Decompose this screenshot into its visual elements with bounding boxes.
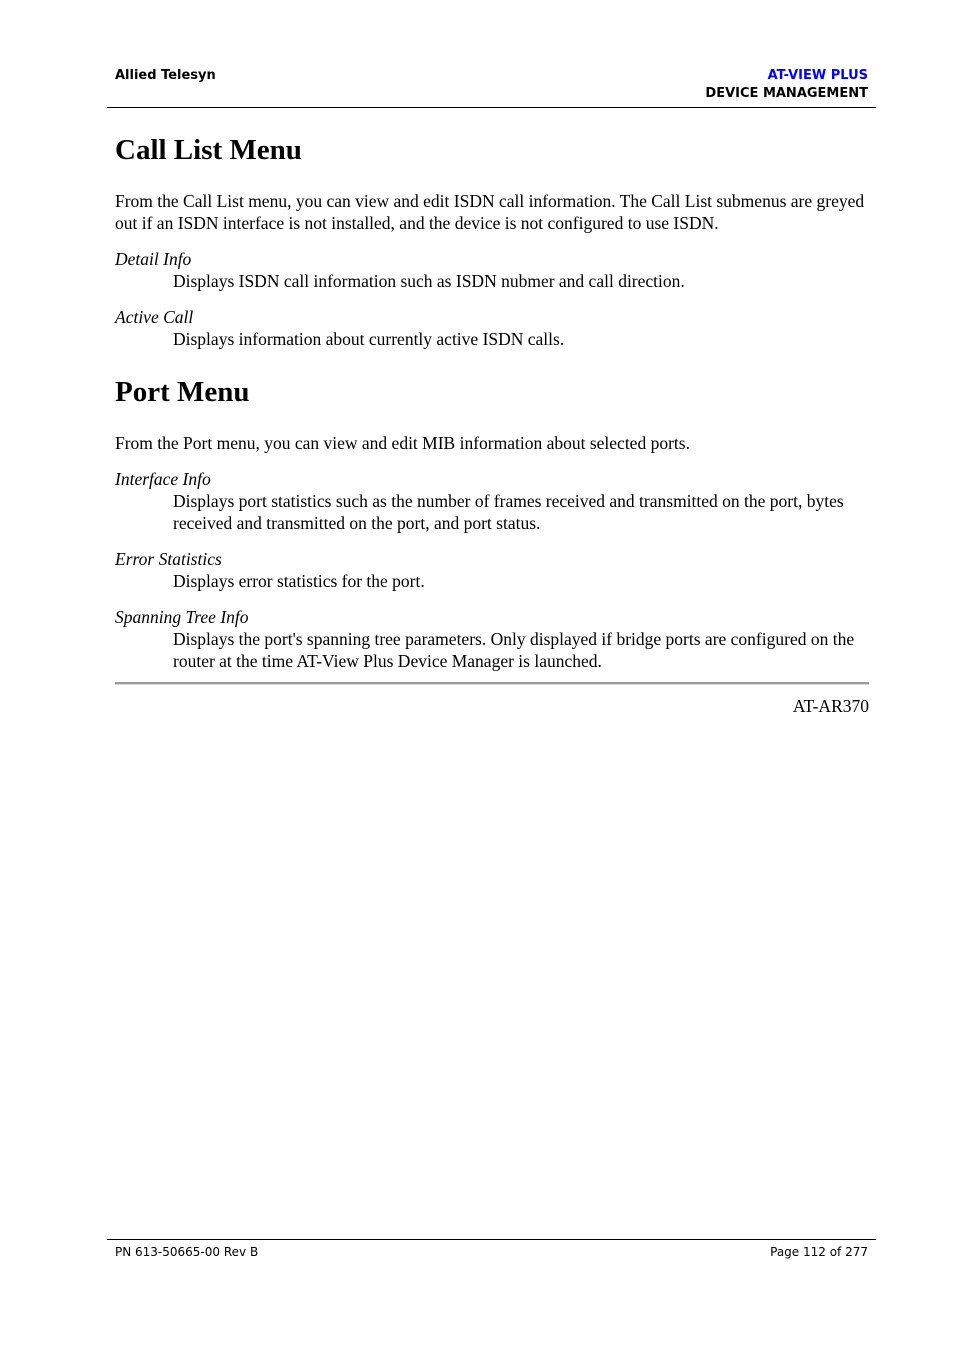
port-menu-intro: From the Port menu, you can view and edit MIB information about selected ports. (115, 433, 690, 453)
term-active-call: Active Call (115, 307, 194, 327)
section-divider (115, 682, 869, 685)
desc-error-statistics: Displays error statistics for the port. (173, 571, 425, 591)
term-interface-info: Interface Info (115, 469, 211, 489)
desc-interface-info: Displays port statistics such as the number of frames received and transmitted on the port, bytes received and transmitted on the port, and port status. (173, 491, 844, 533)
desc-spanning-tree-info: Displays the port's spanning tree parameters. Only displayed if bridge ports are configured on the router at the time AT-View Plus Device Manager is launched. (173, 629, 855, 671)
page-content (115, 130, 869, 717)
term-error-statistics: Error Statistics (115, 549, 222, 569)
product-name: AT-VIEW PLUS (767, 68, 868, 83)
desc-active-call: Displays information about currently active ISDN calls. (173, 329, 565, 349)
part-number: PN 613-50665-00 Rev B (115, 1245, 259, 1259)
page-footer (107, 1239, 876, 1259)
model-label: AT-AR370 (792, 696, 869, 716)
page-header (107, 66, 876, 108)
company-name: Allied Telesyn (115, 68, 216, 83)
term-detail-info: Detail Info (115, 249, 192, 269)
term-spanning-tree-info: Spanning Tree Info (115, 607, 249, 627)
desc-detail-info: Displays ISDN call information such as ISDN nubmer and call direction. (173, 271, 685, 291)
port-menu-heading: Port Menu (115, 376, 250, 408)
call-list-intro: From the Call List menu, you can view and edit ISDN call information. The Call List submenus are greyed out if an ISDN interface is not installed, and the device is not configured to use ISDN. (115, 191, 865, 233)
page-number: Page 112 of 277 (770, 1245, 868, 1259)
call-list-heading: Call List Menu (115, 134, 302, 166)
section-name: DEVICE MANAGEMENT (705, 86, 868, 101)
